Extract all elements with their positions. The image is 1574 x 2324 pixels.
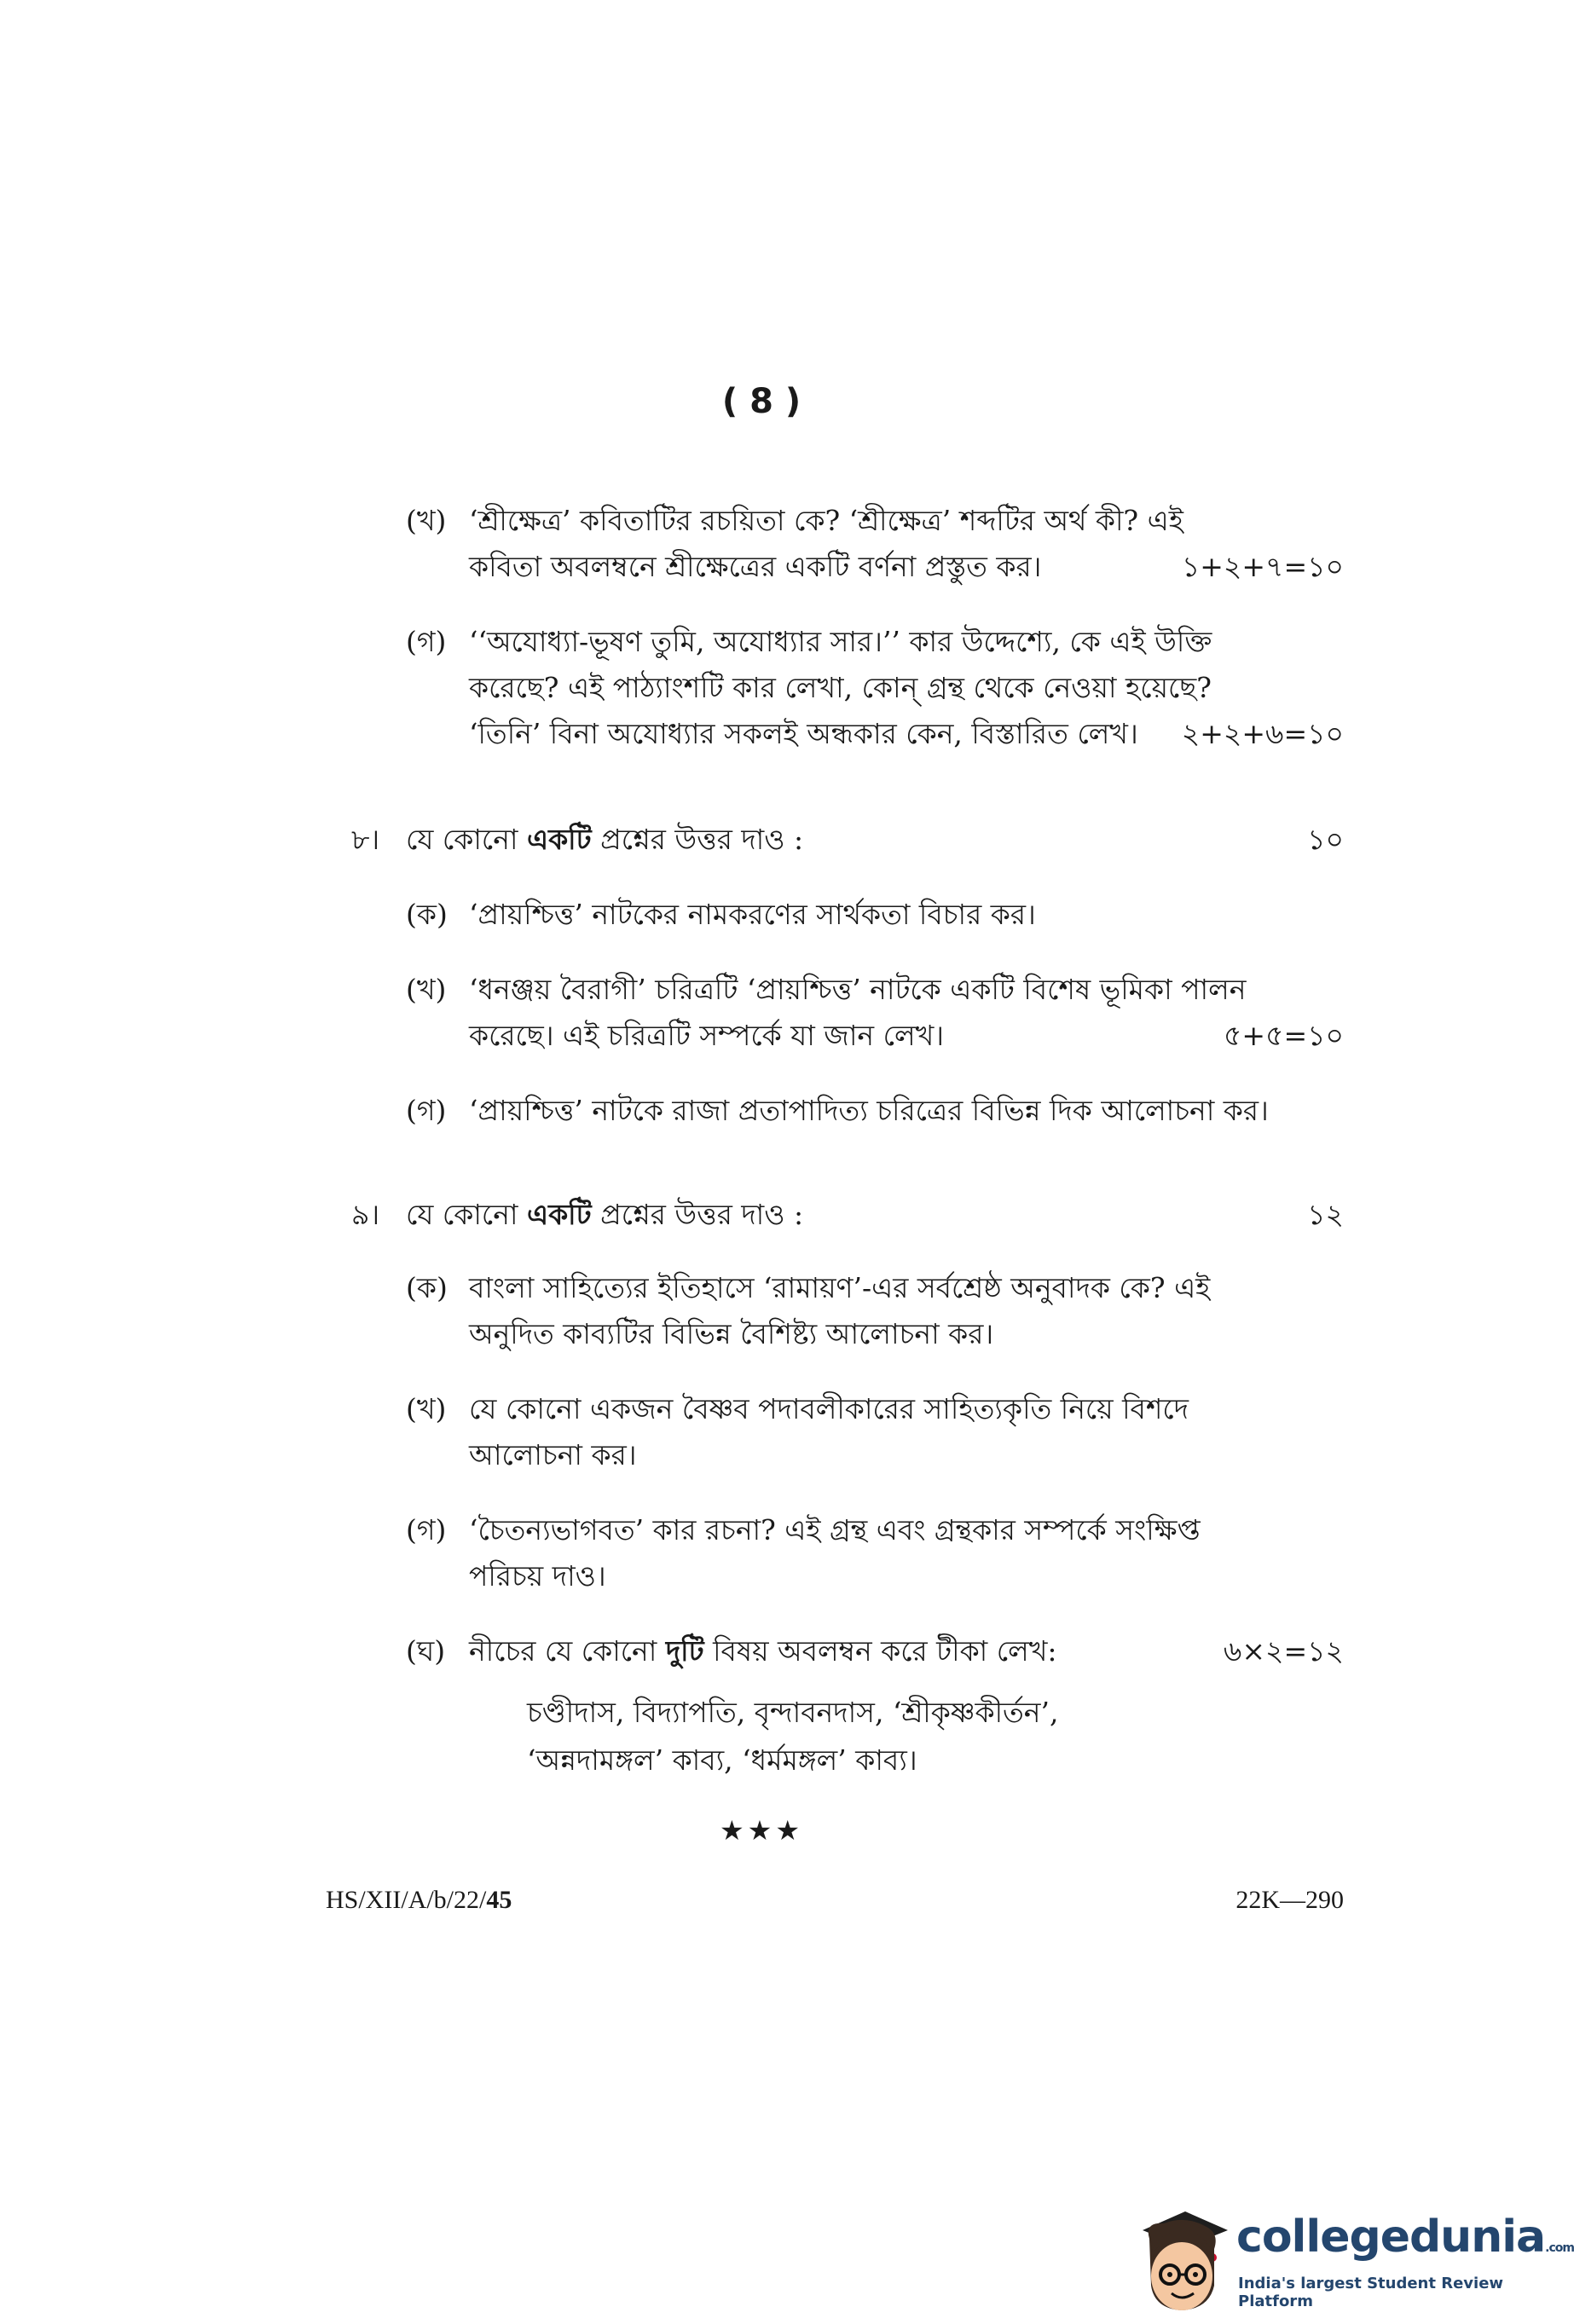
q9-ka-line1: বাংলা সাহিত্যের ইতিহাসে ‘রামায়ণ’-এর সর্বশ্রেষ্ঠ অনুবাদক কে? এই [469,1271,1211,1304]
logo-wordmark [1236,2211,1574,2263]
q8-ka-label: (ক) [406,898,448,931]
page-number: ( 8 ) [721,382,801,421]
q9-ga-line2: পরিচয় দাও। [469,1559,606,1593]
q9-number: ৯। [351,1198,380,1231]
q7-kha-line1: ‘শ্রীক্ষেত্র’ কবিতাটির রচয়িতা কে? ‘শ্রীক্ষেত্র’ শব্দটির অর্থ কী? এই [469,504,1183,537]
q7-kha-marks: ১+২+৭=১০ [1181,550,1344,583]
q9-gha-topics2: ‘অন্নদামঙ্গল’ কাব্য, ‘ধর্মমঙ্গল’ কাব্য। [527,1743,917,1777]
q8-number: ৮। [351,823,380,856]
q8-ga-line1: ‘প্রায়শ্চিত্ত’ নাটকে রাজা প্রতাপাদিত্য চরিত্রের বিভিন্ন দিক আলোচনা কর। [469,1094,1269,1127]
q7-kha-line2: কবিতা অবলম্বনে শ্রীক্ষেত্রের একটি বর্ণনা প্রস্তুত কর। [469,550,1042,583]
q7-ga-marks: ২+২+৬=১০ [1181,717,1344,750]
q9-instr-bold: একটি [526,1198,592,1231]
q9-ka-line2: অনুদিত কাব্যটির বিভিন্ন বৈশিষ্ট্য আলোচনা কর। [469,1317,994,1350]
q8-ga-label: (গ) [406,1094,447,1127]
q8-kha-label: (খ) [406,973,447,1006]
q7-ga-label: (গ) [406,625,447,658]
q9-ga-label: (গ) [406,1513,447,1546]
q9-gha-pre: নীচের যে কোনো [469,1634,657,1668]
q8-instr-post: প্রশ্নের উত্তর দাও : [600,823,804,856]
end-mark: ★★★ [719,1814,804,1847]
q9-marks: ১২ [1307,1198,1344,1231]
mascot-icon [1126,2205,1236,2315]
q9-instr-pre: যে কোনো [406,1198,518,1231]
q8-kha-line2: করেছে। এই চরিত্রটি সম্পর্কে যা জান লেখ। [469,1019,945,1052]
q8-instruction [406,818,803,861]
q9-gha-post: বিষয় অবলম্বন করে টীকা লেখ: [713,1634,1057,1668]
footer-code [326,1886,512,1915]
q9-kha-line2: আলোচনা কর। [469,1438,637,1471]
footer-paper-id: 22K—290 [1235,1886,1344,1914]
q9-ka-label: (ক) [406,1271,448,1304]
q9-instruction [406,1194,803,1236]
q8-instr-bold: একটি [526,823,592,856]
q8-ka-line1: ‘প্রায়শ্চিত্ত’ নাটকের নামকরণের সার্থকতা বিচার কর। [469,898,1036,931]
q7-ga-line3: ‘তিনি’ বিনা অযোধ্যার সকলই অন্ধকার কেন, বিস্তারিত লেখ। [469,717,1138,750]
logo-suffix: .com [1545,2241,1574,2255]
q9-gha-line1 [469,1630,1057,1673]
q9-ga-line1: ‘চৈতন্যভাগবত’ কার রচনা? এই গ্রন্থ এবং গ্রন্থকার সম্পর্কে সংক্ষিপ্ত [469,1513,1201,1546]
q8-instr-pre: যে কোনো [406,823,518,856]
q7-ga-line2: করেছে? এই পাঠ্যাংশটি কার লেখা, কোন্ গ্রন্থ থেকে নেওয়া হয়েছে? [469,671,1212,704]
q9-gha-bold: দুটি [665,1634,704,1668]
q9-gha-label: (ঘ) [406,1634,446,1668]
q9-kha-line1: যে কোনো একজন বৈষ্ণব পদাবলীকারের সাহিত্যকৃতি নিয়ে বিশদে [469,1392,1189,1425]
footer-code-bold: 45 [486,1886,512,1914]
q8-kha-line1: ‘ধনঞ্জয় বৈরাগী’ চরিত্রটি ‘প্রায়শ্চিত্ত’ নাটকে একটি বিশেষ ভূমিকা পালন [469,973,1247,1006]
q9-kha-label: (খ) [406,1392,447,1425]
q7-ga-line1: ‘‘অযোধ্যা-ভূষণ তুমি, অযোধ্যার সার।’’ কার উদ্দেশ্যে, কে এই উক্তি [469,625,1212,658]
collegedunia-logo [1126,2205,1574,2315]
logo-tagline: India's largest Student Review Platform [1238,2275,1504,2310]
q8-kha-marks: ৫+৫=১০ [1224,1019,1344,1052]
footer-code-prefix: HS/XII/A/b/22/ [326,1886,487,1914]
logo-name-text: collegedunia [1236,2211,1546,2263]
q9-gha-topics1: চণ্ডীদাস, বিদ্যাপতি, বৃন্দাবনদাস, ‘শ্রীকৃষ্ণকীর্তন’, [527,1696,1059,1729]
q8-marks: ১০ [1307,823,1344,856]
q9-instr-post: প্রশ্নের উত্তর দাও : [600,1198,804,1231]
q9-gha-marks: ৬×২=১২ [1223,1634,1344,1668]
q7-kha-label: (খ) [406,504,447,537]
